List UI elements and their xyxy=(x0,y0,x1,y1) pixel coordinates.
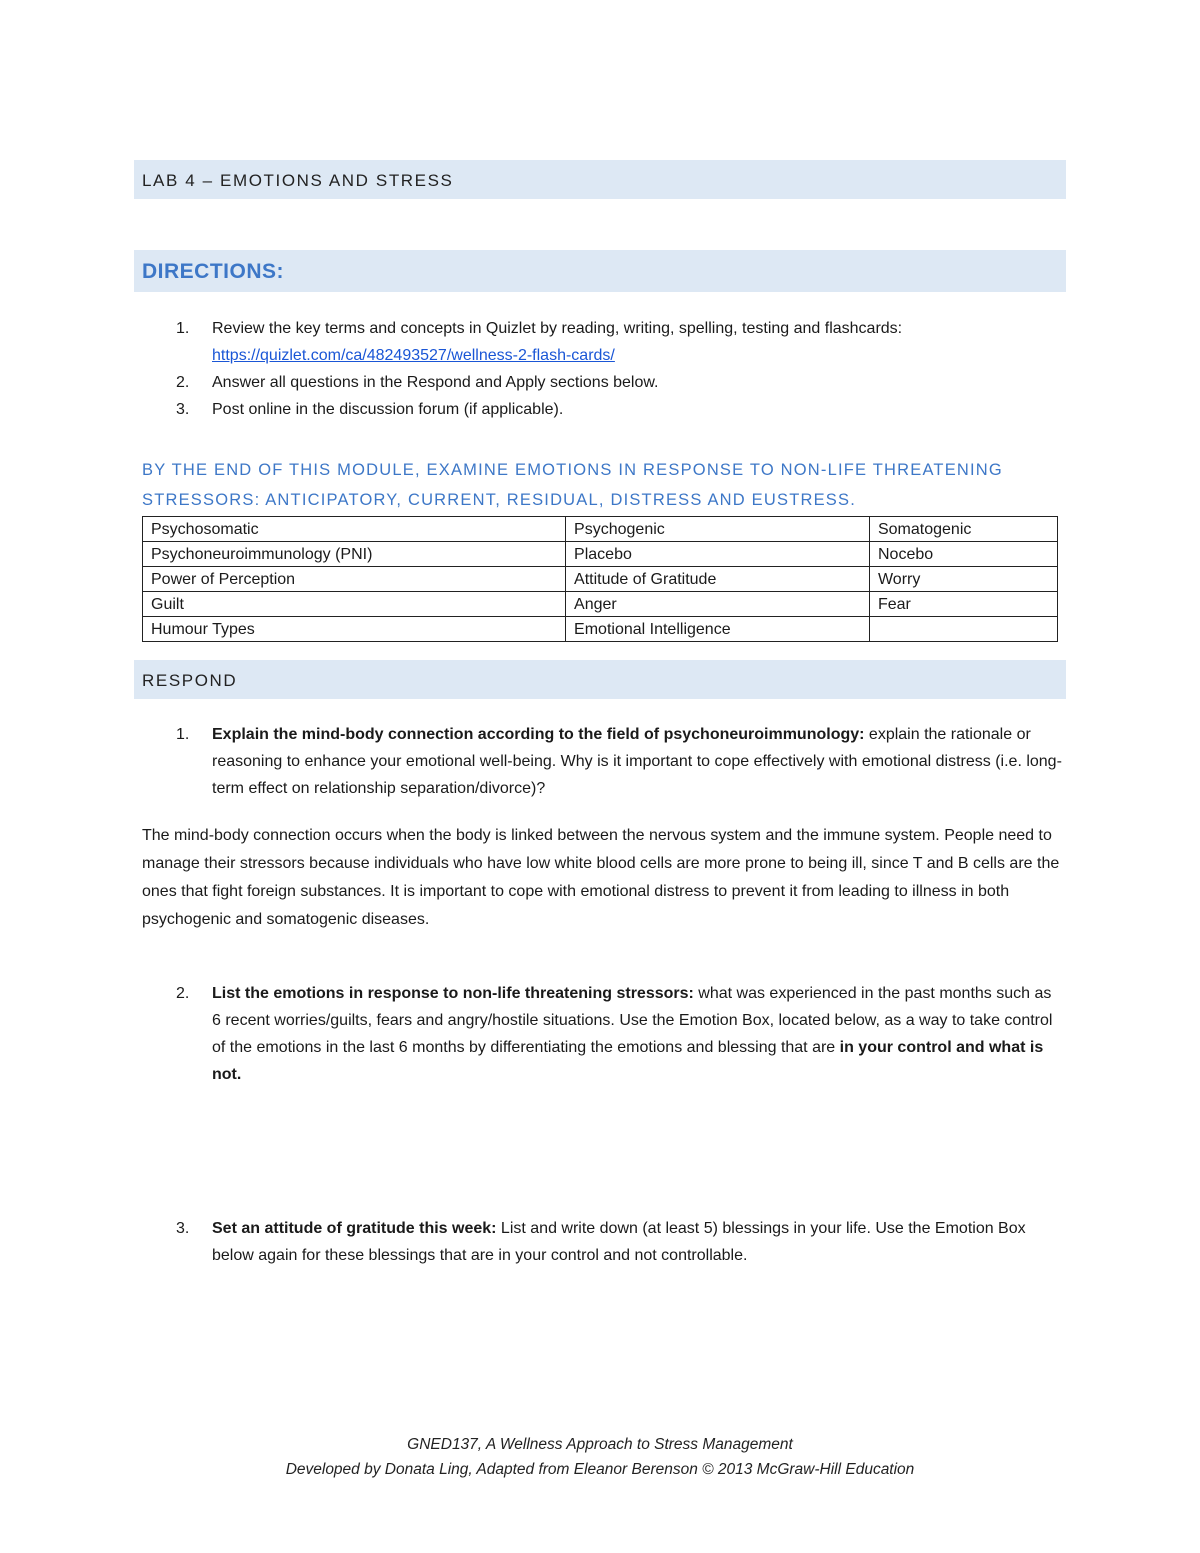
table-row xyxy=(143,592,1058,617)
directions-heading: DIRECTIONS: xyxy=(142,260,284,283)
question-3-bold: Set an attitude of gratitude this week: xyxy=(212,1220,497,1237)
directions-item xyxy=(0,315,1200,369)
question-2-bold-end: in your control and what is not. xyxy=(212,1039,1044,1083)
lab-title-band xyxy=(134,160,1066,199)
question-2 xyxy=(0,980,1200,1088)
table-row xyxy=(143,517,1058,542)
list-number: 2. xyxy=(176,985,190,1002)
question-item xyxy=(0,1215,1200,1269)
list-number: 3. xyxy=(176,401,190,418)
directions-item xyxy=(0,369,1200,396)
table-cell: Anger xyxy=(566,592,870,617)
key-terms-table xyxy=(142,516,1058,642)
module-goal-heading: BY THE END OF THIS MODULE, EXAMINE EMOTIONS IN RESPONSE TO NON-LIFE THREATENING STRESSORS: ANTICIPATORY, CURRENT, RESIDUAL, DISTRESS AND EUSTRESS. xyxy=(142,461,1003,509)
table-row xyxy=(143,567,1058,592)
question-item xyxy=(0,721,1200,802)
directions-heading-band xyxy=(134,250,1066,292)
table-cell: Psychogenic xyxy=(566,517,870,542)
table-cell: Nocebo xyxy=(869,542,1057,567)
table-row xyxy=(143,542,1058,567)
table-cell: Fear xyxy=(869,592,1057,617)
lab-title: LAB 4 – EMOTIONS AND STRESS xyxy=(142,171,454,190)
table-cell: Worry xyxy=(869,567,1057,592)
table-cell: Emotional Intelligence xyxy=(566,617,870,642)
directions-item-text: Review the key terms and concepts in Quizlet by reading, writing, spelling, testing and flashcards: xyxy=(212,320,903,337)
table-cell: Humour Types xyxy=(143,617,566,642)
footer-credits: Developed by Donata Ling, Adapted from Eleanor Berenson © 2013 McGraw-Hill Education xyxy=(285,1461,915,1478)
directions-item-text: Answer all questions in the Respond and Apply sections below. xyxy=(212,374,659,391)
table-cell: Psychosomatic xyxy=(143,517,566,542)
quizlet-link[interactable]: https://quizlet.com/ca/482493527/wellness-2-flash-cards/ xyxy=(212,347,615,364)
question-1 xyxy=(0,721,1200,802)
directions-item-text: Post online in the discussion forum (if applicable). xyxy=(212,401,564,418)
table-cell: Guilt xyxy=(143,592,566,617)
list-number: 3. xyxy=(176,1220,190,1237)
question-1-bold: Explain the mind-body connection according to the field of psychoneuroimmunology: xyxy=(212,726,865,743)
list-number: 1. xyxy=(176,320,190,337)
list-number: 2. xyxy=(176,374,190,391)
question-3 xyxy=(0,1215,1200,1269)
table-cell: Psychoneuroimmunology (PNI) xyxy=(143,542,566,567)
table-row xyxy=(143,617,1058,642)
directions-list xyxy=(0,315,1200,423)
respond-heading-band xyxy=(134,660,1066,699)
table-cell: Attitude of Gratitude xyxy=(566,567,870,592)
table-cell: Power of Perception xyxy=(143,567,566,592)
question-2-text: what was experienced in the past months such as 6 recent worries/guilts, fears and angry/hostile situations. Use the Emotion Box, located below, as a way to take control of the emotions in the last 6 months by differentiating the emotions and blessing that are xyxy=(212,985,1053,1056)
question-1-text: explain the rationale or reasoning to enhance your emotional well-being. Why is it important to cope effectively with emotional distress (i.e. long-term effect on relationship separation/divorce)? xyxy=(212,726,1062,797)
question-3-text: List and write down (at least 5) blessings in your life. Use the Emotion Box below again for these blessings that are in your control and not controllable. xyxy=(212,1220,1026,1264)
footer-course-title: GNED137, A Wellness Approach to Stress Management xyxy=(407,1436,793,1453)
respond-heading: RESPOND xyxy=(142,671,238,690)
table-cell: Placebo xyxy=(566,542,870,567)
directions-item xyxy=(0,396,1200,423)
question-item xyxy=(0,980,1200,1088)
table-cell: Somatogenic xyxy=(869,517,1057,542)
table-cell xyxy=(869,617,1057,642)
answer-1-text: The mind-body connection occurs when the body is linked between the nervous system and the immune system. People need to manage their stressors because individuals who have low white blood cells are more prone to being ill, since T and B cells are the ones that fight foreign substances. It is important to cope with emotional distress to prevent it from leading to illness in both psychogenic and somatogenic diseases. xyxy=(142,827,1060,928)
question-2-bold: List the emotions in response to non-life threatening stressors: xyxy=(212,985,694,1002)
list-number: 1. xyxy=(176,726,190,743)
